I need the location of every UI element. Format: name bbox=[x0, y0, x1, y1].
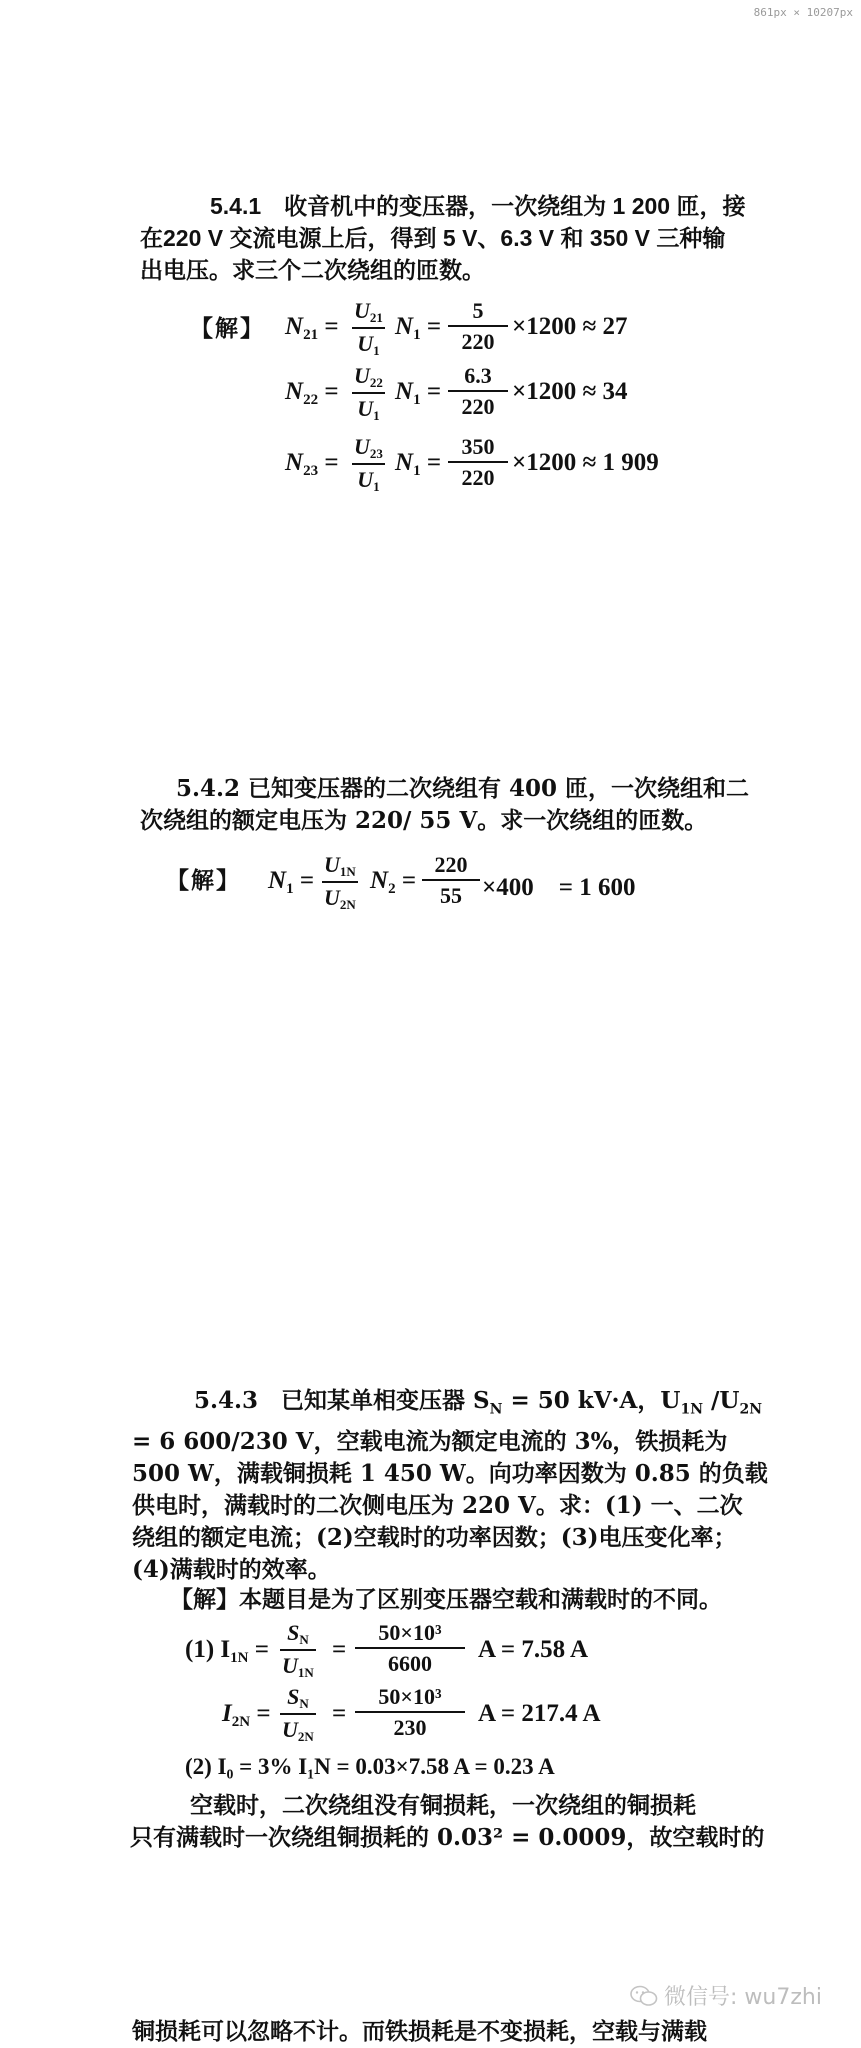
problem-line: 出电压。求三个二次绕组的匝数。 bbox=[140, 257, 485, 283]
fraction-u1n-u2n: $U_{1N}$ $U_{2N}$ bbox=[324, 852, 356, 912]
problem-line: 5.4.1 收音机中的变压器，一次绕组为 1 200 匝，接 bbox=[210, 193, 746, 219]
problem-5-4-3 bbox=[132, 1385, 832, 1586]
fraction-value: 5 220 bbox=[448, 298, 508, 355]
analysis-text bbox=[130, 1790, 830, 1854]
problem-line: 次绕组的额定电压为 220/ 55 V。求一次绕组的匝数。 bbox=[140, 807, 708, 834]
equation-i2n: $I_{2N}$ = bbox=[222, 1700, 271, 1730]
equation-n23: $N_{23}$ = bbox=[285, 449, 339, 479]
problem-5-4-2 bbox=[140, 773, 820, 837]
problem-line: = 6 600/230 V，空载电流为额定电流的 3%，铁损耗为 bbox=[132, 1427, 728, 1455]
equation-i1n: (1) $I_{1N}$ = bbox=[185, 1636, 269, 1666]
fraction-sn-u2n: $S_N$ $U_{2N}$ bbox=[282, 1684, 314, 1744]
solution-label: 【解】 bbox=[190, 315, 265, 342]
equation-result: ×400 = 1 600 bbox=[482, 874, 636, 901]
watermark-text: 微信号: wu7zhi bbox=[664, 1985, 822, 2010]
footer-line: 铜损耗可以忽略不计。而铁损耗是不变损耗，空载与满载 bbox=[132, 2018, 707, 2045]
problem-5-4-1 bbox=[140, 190, 820, 286]
problem-line: 5.4.3 已知某单相变压器 $S_N = 50$ kV·A，$U_{1N}$ $/U_{2N}$ bbox=[194, 1387, 763, 1418]
problem-line: 5.4.2 已知变压器的二次绕组有 400 匝，一次绕组和二 bbox=[176, 775, 750, 802]
solution-intro: 【解】本题目是为了区别变压器空载和满载时的不同。 bbox=[170, 1586, 722, 1613]
solution-label: 【解】 bbox=[166, 867, 241, 894]
text-line: 只有满载时一次绕组铜损耗的 0.03² = 0.0009，故空载时的 bbox=[130, 1824, 765, 1851]
text-line: 空载时，二次绕组没有铜损耗，一次绕组的铜损耗 bbox=[190, 1792, 696, 1819]
fraction-u22-u1: $U_{22}$ $U_1$ bbox=[354, 363, 383, 423]
wechat-watermark bbox=[630, 1980, 822, 2011]
equation-result: ×1200 ≈ 34 bbox=[512, 378, 628, 405]
equation-result: A = 7.58 A bbox=[478, 1636, 589, 1663]
image-dimension-label: 861px × 10207px bbox=[753, 6, 853, 19]
problem-line: 供电时，满载时的二次侧电压为 220 V。求：(1) 一、二次 bbox=[132, 1491, 743, 1519]
equation-result: ×1200 ≈ 27 bbox=[512, 313, 628, 340]
fraction-value: 220 55 bbox=[422, 852, 480, 909]
problem-line: 在220 V 交流电源上后，得到 5 V、6.3 V 和 350 V 三种输 bbox=[140, 225, 726, 251]
equation-n22: $N_{22}$ = bbox=[285, 378, 339, 408]
equation-result: ×1200 ≈ 1 909 bbox=[512, 449, 659, 476]
fraction-value: 350 220 bbox=[448, 434, 508, 491]
problem-line: 绕组的额定电流；(2)空载时的功率因数；(3)电压变化率； bbox=[132, 1523, 737, 1551]
fraction-u23-u1: $U_{23}$ $U_1$ bbox=[354, 434, 383, 494]
equation-n1: $N_1$ = bbox=[268, 867, 315, 897]
equation-i0: (2) I₀ = 3% I₁N = 0.03×7.58 A = 0.23 A bbox=[185, 1754, 555, 1779]
equation-n21: $N_{21}$ = bbox=[285, 313, 339, 343]
fraction-value: 50×10³ 6600 bbox=[355, 1620, 465, 1677]
fraction-u21-u1: $U_{21}$ $U_1$ bbox=[354, 298, 383, 358]
fraction-value: 6.3 220 bbox=[448, 363, 508, 420]
problem-line: (4)满载时的效率。 bbox=[132, 1555, 331, 1583]
fraction-value: 50×10³ 230 bbox=[355, 1684, 465, 1741]
fraction-sn-u1n: $S_N$ $U_{1N}$ bbox=[282, 1620, 314, 1680]
problem-line: 500 W，满载铜损耗 1 450 W。向功率因数为 0.85 的负载 bbox=[132, 1459, 768, 1487]
wechat-icon bbox=[630, 1985, 658, 2007]
equation-result: A = 217.4 A bbox=[478, 1700, 601, 1727]
